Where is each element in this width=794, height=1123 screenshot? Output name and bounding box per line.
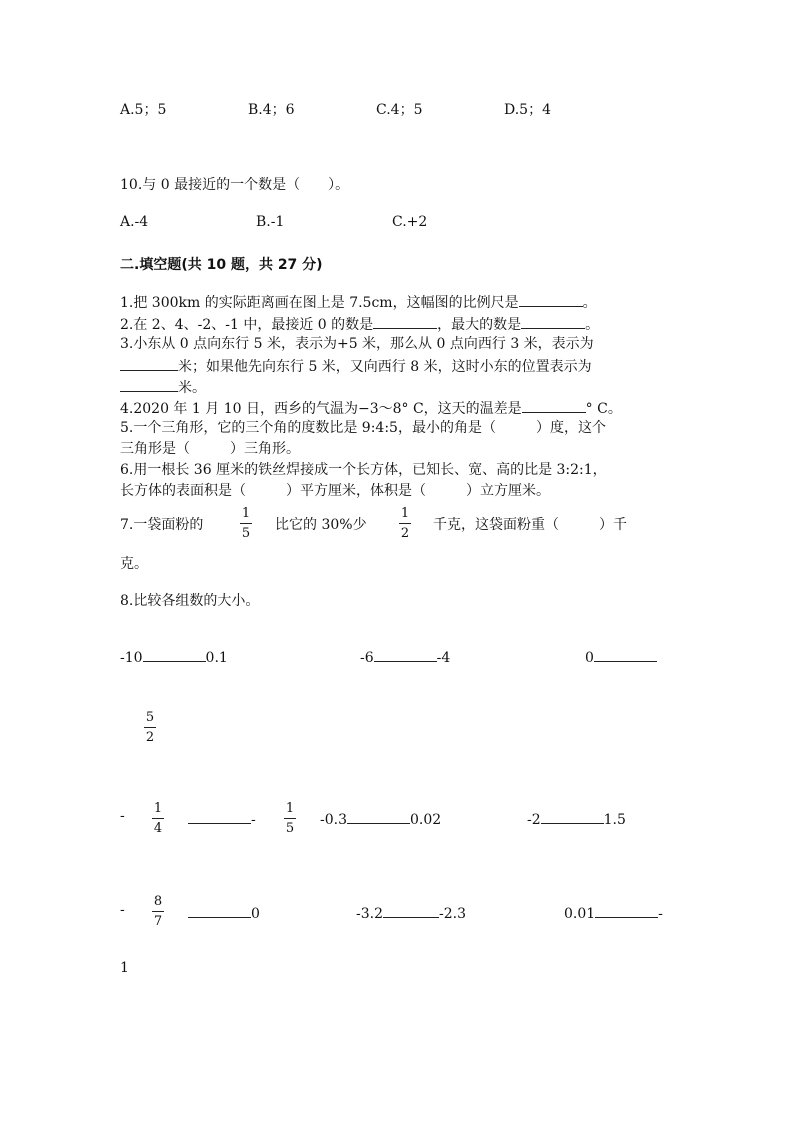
fraction xyxy=(282,800,298,837)
q10-stem: 10.与 0 最接近的一个数是（ ）。 xyxy=(120,177,350,193)
fill-q7-text4: 克。 xyxy=(120,556,148,572)
compare-right: - xyxy=(658,906,663,922)
fill-q4-end: ° C。 xyxy=(585,401,622,417)
fill-q5-text4: ）三角形。 xyxy=(230,441,300,457)
answer-blank[interactable] xyxy=(373,313,437,329)
compare-right: 0.1 xyxy=(205,650,228,666)
minus-sign: - xyxy=(251,812,256,828)
numerator: 1 xyxy=(285,801,295,816)
compare-item xyxy=(120,646,228,666)
compare-left: 0.01 xyxy=(564,906,596,922)
compare-item xyxy=(564,902,663,922)
section-title: 二.填空题(共 10 题，共 27 分) xyxy=(120,257,323,273)
fill-q7-text3a: 千克，这袋面粉重（ xyxy=(433,517,559,533)
q10-option-c: C.+2 xyxy=(392,214,428,230)
denominator: 4 xyxy=(153,821,163,836)
compare-left: -6 xyxy=(360,650,374,666)
compare-item xyxy=(527,808,626,828)
numerator: 8 xyxy=(153,894,163,909)
fill-q5-line1 xyxy=(120,418,606,438)
fraction xyxy=(150,893,166,930)
compare-item xyxy=(320,808,441,828)
fill-q5-line2 xyxy=(120,439,300,459)
fill-q6-line1: 6.用一根长 36 厘米的铁丝焊接成一个长方体，已知长、宽、高的比是 3:2:1， xyxy=(120,462,607,478)
fill-q3-text2: 米；如果他先向东行 5 米，又向西行 8 米，这时小东的位置表示为 xyxy=(178,359,592,375)
answer-blank[interactable] xyxy=(120,355,178,371)
compare-item xyxy=(188,902,260,922)
fill-q6-text2: ）平方厘米，体积是（ xyxy=(286,483,426,499)
fill-q3-line2 xyxy=(120,355,592,377)
fraction xyxy=(142,709,158,746)
numerator: 1 xyxy=(400,506,410,521)
numerator: 5 xyxy=(145,710,155,725)
fill-q1 xyxy=(120,291,597,313)
q9-option-c: C.4；5 xyxy=(376,102,423,118)
denominator: 2 xyxy=(145,730,155,745)
q9-option-d: D.5；4 xyxy=(504,102,551,118)
answer-blank[interactable] xyxy=(521,313,585,329)
fill-q8-stem: 8.比较各组数的大小。 xyxy=(120,593,260,609)
answer-blank[interactable] xyxy=(188,808,251,824)
compare-item xyxy=(188,808,256,828)
fill-q6-line2 xyxy=(120,481,550,501)
compare-left: -0.3 xyxy=(320,812,347,828)
answer-blank[interactable] xyxy=(188,902,251,918)
denominator: 5 xyxy=(241,526,251,541)
fill-q3-line1: 3.小东从 0 点向东行 5 米，表示为+5 米，那么从 0 点向西行 3 米，表示为 xyxy=(120,336,594,352)
compare-item xyxy=(356,902,466,922)
answer-blank[interactable] xyxy=(374,646,437,662)
answer-blank[interactable] xyxy=(519,291,583,307)
fill-q6-text1: 长方体的表面积是（ xyxy=(120,483,246,499)
compare-item xyxy=(360,646,450,666)
fill-q1-end: 。 xyxy=(582,295,597,311)
minus-sign: - xyxy=(120,808,125,824)
compare-left: 0 xyxy=(585,650,594,666)
q10-option-b: B.-1 xyxy=(256,214,285,230)
fill-q2-text: 2.在 2、4、-2、-1 中，最接近 0 的数是 xyxy=(120,317,374,333)
fill-q7-text3b: ）千 xyxy=(599,517,627,533)
compare-left: -10 xyxy=(120,650,143,666)
denominator: 5 xyxy=(285,821,295,836)
fill-q2-end: 。 xyxy=(585,317,600,333)
fill-q7-text2: 比它的 30%少 xyxy=(275,517,367,533)
answer-blank[interactable] xyxy=(347,808,410,824)
compare-right: 0 xyxy=(251,906,260,922)
answer-blank[interactable] xyxy=(120,376,178,392)
fraction xyxy=(397,505,413,542)
answer-blank[interactable] xyxy=(522,397,586,413)
denominator: 2 xyxy=(400,526,410,541)
answer-blank[interactable] xyxy=(383,902,439,918)
fill-q5-text1: 5.一个三角形，它的三个角的度数比是 9:4:5，最小的角是（ xyxy=(120,420,496,436)
fill-q3-line3 xyxy=(120,376,206,398)
fill-q1-text: 1.把 300km 的实际距离画在图上是 7.5cm，这幅图的比例尺是 xyxy=(120,295,519,311)
q10-option-a: A.-4 xyxy=(120,214,149,230)
answer-blank[interactable] xyxy=(594,646,657,662)
fraction xyxy=(150,800,166,837)
compare-right: 0.02 xyxy=(410,812,442,828)
fill-q3-text3: 米。 xyxy=(178,380,206,396)
answer-blank[interactable] xyxy=(595,902,658,918)
q9-option-a: A.5；5 xyxy=(120,102,167,118)
compare-right: -2.3 xyxy=(439,906,466,922)
fill-q2-mid: ，最大的数是 xyxy=(437,317,522,333)
compare-item xyxy=(585,646,657,666)
fill-q4 xyxy=(120,397,622,419)
fill-q2 xyxy=(120,313,599,335)
minus-sign: - xyxy=(120,902,125,918)
denominator: 7 xyxy=(153,914,163,929)
numerator: 1 xyxy=(153,801,163,816)
q9-option-b: B.4；6 xyxy=(248,102,295,118)
compare-right: -4 xyxy=(436,650,451,666)
fill-q7-text1: 7.一袋面粉的 xyxy=(120,517,204,533)
answer-blank[interactable] xyxy=(541,808,604,824)
fill-q6-text3: ）立方厘米。 xyxy=(466,483,550,499)
compare-right: 1.5 xyxy=(603,812,626,828)
fill-q5-text3: 三角形是（ xyxy=(120,441,190,457)
compare-tail: 1 xyxy=(120,960,129,976)
compare-left: -3.2 xyxy=(356,906,383,922)
answer-blank[interactable] xyxy=(143,646,206,662)
fill-q7-text3 xyxy=(433,514,627,534)
fill-q4-text: 4.2020 年 1 月 10 日，西乡的气温为−3～8° C，这天的温差是 xyxy=(120,401,522,417)
numerator: 1 xyxy=(241,506,251,521)
fill-q5-text2: ）度，这个 xyxy=(535,420,606,436)
compare-left: -2 xyxy=(527,812,541,828)
fraction xyxy=(238,505,254,542)
